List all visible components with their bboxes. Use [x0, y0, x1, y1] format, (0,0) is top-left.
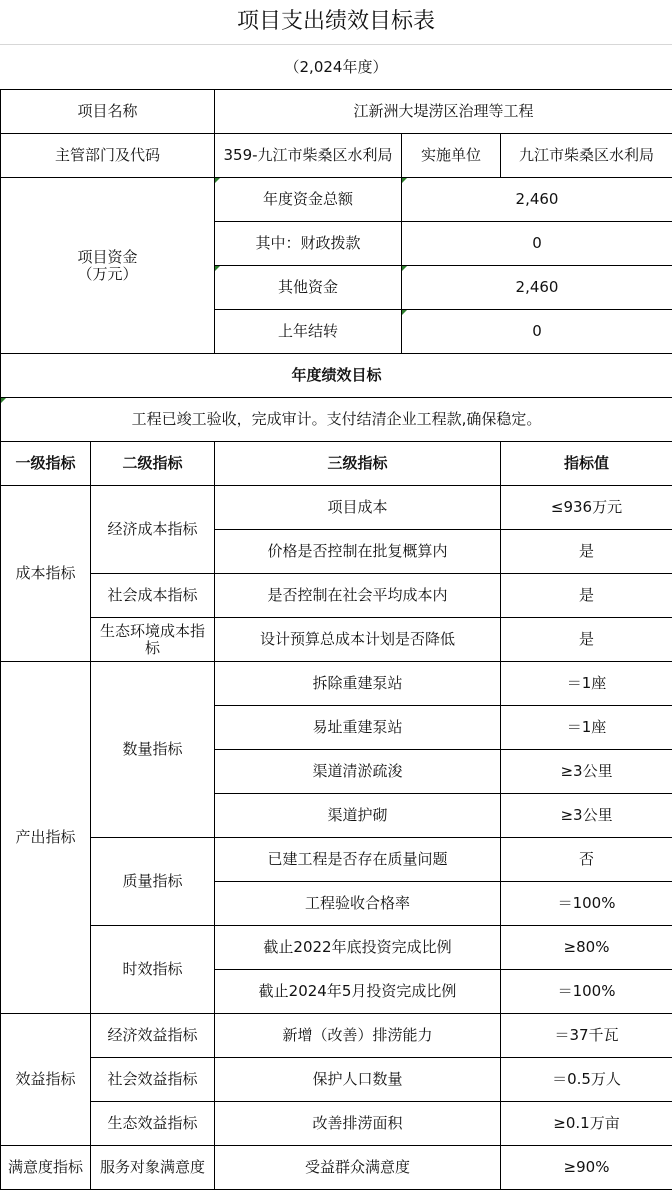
level3-indicator: 渠道护砌 — [215, 794, 501, 838]
level3-indicator: 工程验收合格率 — [215, 882, 501, 926]
fund-item-label: 年度资金总额 — [215, 178, 402, 222]
indicator-value: ＝0.5万人 — [501, 1058, 672, 1102]
indicator-value: ＝1座 — [501, 662, 672, 706]
level3-indicator: 价格是否控制在批复概算内 — [215, 530, 501, 574]
level3-indicator: 是否控制在社会平均成本内 — [215, 574, 501, 618]
project-name-value: 江新洲大堤涝区治理等工程 — [215, 90, 672, 134]
page-title: 项目支出绩效目标表 — [0, 0, 672, 45]
project-fund-label: 项目资金 （万元） — [1, 178, 215, 354]
department-value: 359-九江市柴桑区水利局 — [215, 134, 402, 178]
indicator-row — [1, 838, 672, 882]
department-row — [1, 134, 672, 178]
goals-text-row — [1, 398, 672, 442]
indicator-row — [1, 618, 672, 662]
level3-indicator: 易址重建泵站 — [215, 706, 501, 750]
indicator-value: ＝37千瓦 — [501, 1014, 672, 1058]
indicator-value: ≤936万元 — [501, 486, 672, 530]
level3-indicator: 拆除重建泵站 — [215, 662, 501, 706]
level2-indicator: 社会成本指标 — [91, 574, 215, 618]
level3-indicator: 设计预算总成本计划是否降低 — [215, 618, 501, 662]
indicator-value: ≥80% — [501, 926, 672, 970]
fund-item-label: 其中：财政拨款 — [215, 222, 402, 266]
indicator-value: ≥3公里 — [501, 794, 672, 838]
level1-indicator: 满意度指标 — [1, 1146, 91, 1190]
level1-indicator: 成本指标 — [1, 486, 91, 662]
fund-item-label: 上年结转 — [215, 310, 402, 354]
fund-item-label: 其他资金 — [215, 266, 402, 310]
level3-indicator: 受益群众满意度 — [215, 1146, 501, 1190]
indicator-value: ＝1座 — [501, 706, 672, 750]
level3-indicator: 改善排涝面积 — [215, 1102, 501, 1146]
project-name-row — [1, 90, 672, 134]
indicator-row — [1, 1014, 672, 1058]
implementing-unit-value: 九江市柴桑区水利局 — [501, 134, 672, 178]
level1-indicator: 产出指标 — [1, 662, 91, 1014]
performance-table — [0, 89, 672, 1190]
level2-indicator: 生态效益指标 — [91, 1102, 215, 1146]
indicator-row — [1, 486, 672, 530]
level2-indicator: 质量指标 — [91, 838, 215, 926]
fund-item-value: 2,460 — [402, 266, 672, 310]
goals-text: 工程已竣工验收，完成审计。支付结清企业工程款,确保稳定。 — [1, 398, 672, 442]
goals-header: 年度绩效目标 — [1, 354, 672, 398]
level3-indicator: 渠道清淤疏浚 — [215, 750, 501, 794]
project-name-label: 项目名称 — [1, 90, 215, 134]
level2-indicator: 服务对象满意度 — [91, 1146, 215, 1190]
indicator-value: ≥0.1万亩 — [501, 1102, 672, 1146]
indicator-value: ＝100% — [501, 882, 672, 926]
level2-indicator: 经济成本指标 — [91, 486, 215, 574]
fund-row — [1, 178, 672, 222]
indicator-row — [1, 1102, 672, 1146]
implementing-unit-label: 实施单位 — [402, 134, 501, 178]
level3-indicator: 新增（改善）排涝能力 — [215, 1014, 501, 1058]
indicator-value: ≥3公里 — [501, 750, 672, 794]
indicator-row — [1, 574, 672, 618]
level2-indicator: 经济效益指标 — [91, 1014, 215, 1058]
indicator-rows — [1, 486, 672, 1190]
level2-indicator: 时效指标 — [91, 926, 215, 1014]
indicator-row — [1, 926, 672, 970]
level1-indicator: 效益指标 — [1, 1014, 91, 1146]
indicator-row — [1, 1146, 672, 1190]
level3-indicator: 截止2022年底投资完成比例 — [215, 926, 501, 970]
indicator-value: ≥90% — [501, 1146, 672, 1190]
fund-item-value: 0 — [402, 310, 672, 354]
indicator-value: 否 — [501, 838, 672, 882]
level3-indicator: 项目成本 — [215, 486, 501, 530]
goals-header-row — [1, 354, 672, 398]
header-value: 指标值 — [501, 442, 672, 486]
indicator-row — [1, 662, 672, 706]
indicator-header-row — [1, 442, 672, 486]
department-label: 主管部门及代码 — [1, 134, 215, 178]
level2-indicator: 社会效益指标 — [91, 1058, 215, 1102]
header-level3: 三级指标 — [215, 442, 501, 486]
level2-indicator: 数量指标 — [91, 662, 215, 838]
indicator-row — [1, 1058, 672, 1102]
level3-indicator: 截止2024年5月投资完成比例 — [215, 970, 501, 1014]
indicator-value: 是 — [501, 574, 672, 618]
level2-indicator: 生态环境成本指标 — [91, 618, 215, 662]
header-level2: 二级指标 — [91, 442, 215, 486]
fund-item-value: 2,460 — [402, 178, 672, 222]
indicator-value: 是 — [501, 618, 672, 662]
level3-indicator: 保护人口数量 — [215, 1058, 501, 1102]
indicator-value: 是 — [501, 530, 672, 574]
fund-item-value: 0 — [402, 222, 672, 266]
level3-indicator: 已建工程是否存在质量问题 — [215, 838, 501, 882]
indicator-value: ＝100% — [501, 970, 672, 1014]
header-level1: 一级指标 — [1, 442, 91, 486]
year-subtitle: （2,024年度） — [0, 45, 672, 89]
